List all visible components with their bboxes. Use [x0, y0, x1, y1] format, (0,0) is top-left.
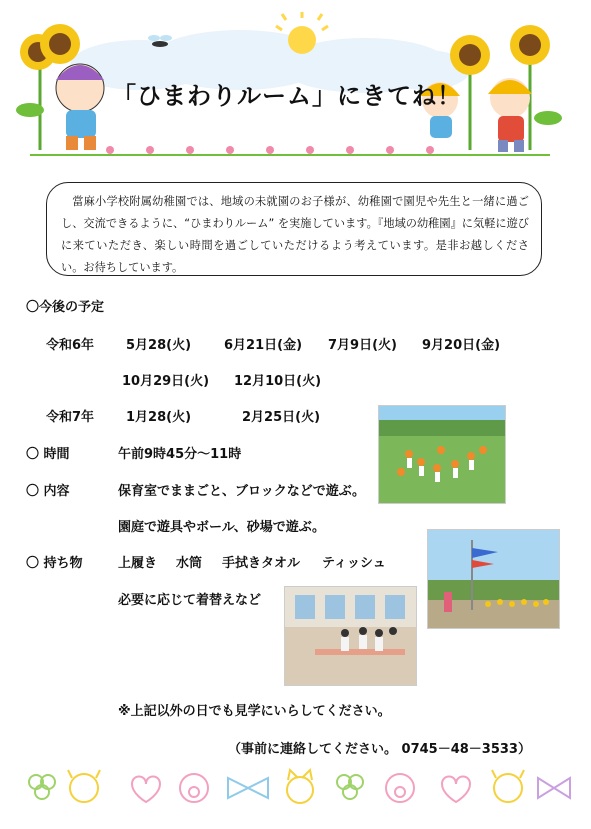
belongings-label: 〇 持ち物 — [26, 556, 83, 571]
content-line-1: 保育室でままごと、ブロックなどで遊ぶ。 — [118, 484, 366, 499]
cat-icon — [287, 770, 313, 803]
date-item: 7月9日(火) — [328, 338, 397, 353]
date-item: 2月25日(火) — [242, 410, 321, 425]
belonging-item: ティッシュ — [322, 556, 386, 571]
contact-note: （事前に連絡してください。 0745－48－3533） — [228, 742, 531, 757]
flower-row-decoration — [30, 146, 550, 156]
content-line-2: 園庭で遊具やボール、砂場で遊ぶ。 — [118, 520, 325, 535]
belonging-item: 手拭きタオル — [222, 556, 301, 571]
belonging-item: 上履き — [118, 556, 158, 571]
time-label: 〇 時間 — [26, 447, 70, 462]
ribbon-icon — [228, 778, 268, 798]
pig-icon — [180, 774, 208, 802]
header-illustration — [0, 0, 591, 165]
clover-icon — [337, 775, 363, 799]
date-item: 5月28(火) — [126, 338, 192, 353]
time-value: 午前9時45分～11時 — [118, 447, 242, 462]
belongings-extra: 必要に応じて着替えなど — [118, 593, 262, 608]
content-label: 〇 内容 — [26, 484, 70, 499]
date-item: 1月28(火) — [126, 410, 192, 425]
footer-animal-border — [14, 760, 574, 816]
page-title: 「ひまわりルーム」にきてね！ — [112, 82, 462, 110]
photo-indoor-hall — [284, 586, 417, 686]
sun-icon — [276, 12, 328, 54]
ribbon-icon — [538, 778, 570, 798]
pig-icon — [386, 774, 414, 802]
heart-icon — [442, 777, 470, 803]
child-left-icon — [56, 64, 104, 150]
date-item: 6月21日(金) — [224, 338, 303, 353]
r7-label: 令和7年 — [46, 410, 95, 425]
intro-box — [46, 182, 542, 276]
dog-icon — [68, 770, 100, 802]
dragonfly-icon — [148, 35, 172, 47]
r6-label: 令和6年 — [46, 338, 95, 353]
date-item: 12月10日(火) — [234, 374, 322, 389]
dog-icon — [492, 770, 524, 802]
heart-icon — [132, 777, 160, 803]
date-item: 9月20日(金) — [422, 338, 501, 353]
date-item: 10月29日(火) — [122, 374, 210, 389]
intro-text: 當麻小学校附属幼稚園では、地域の未就園のお子様が、幼稚園で園児や先生と一緒に過ごし、交流できるように、“ひまわりルーム” を実施しています。『地域の幼稚園』に気軽に遊びに来ていただき、楽しい時間を過ごしていただけるよう考えています。是非お越しください。お待ちしています。 — [61, 195, 529, 274]
schedule-heading: 〇今後の予定 — [26, 300, 105, 315]
photo-playground-circle — [378, 405, 506, 504]
clover-icon — [29, 775, 55, 799]
visit-note: ※上記以外の日でも見学にいらしてください。 — [118, 704, 391, 719]
photo-koinobori-field — [427, 529, 560, 629]
belonging-item: 水筒 — [176, 556, 203, 571]
